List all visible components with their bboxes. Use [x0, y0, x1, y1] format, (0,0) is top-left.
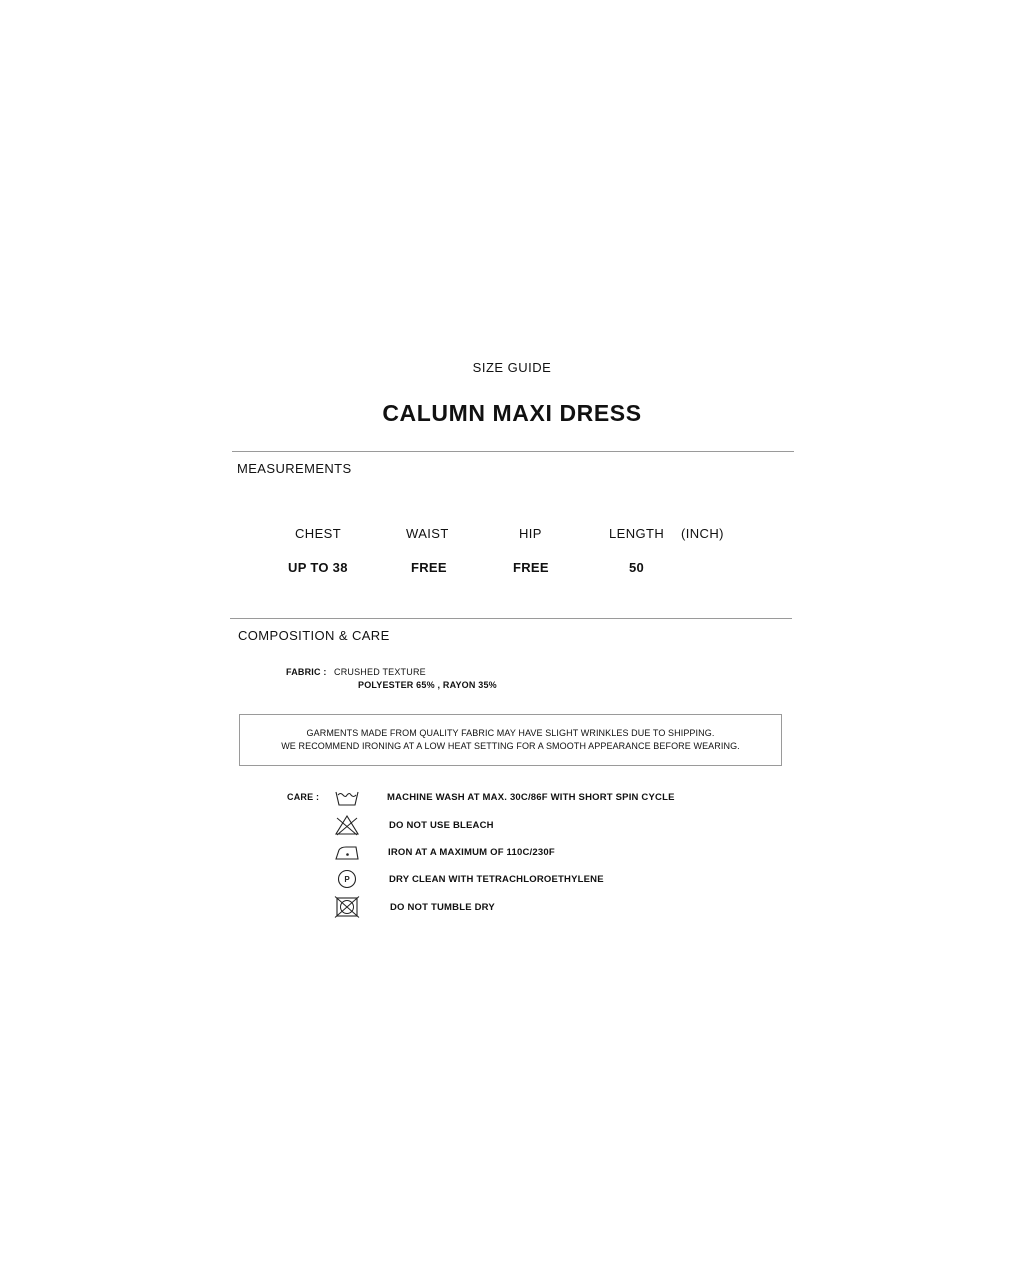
divider	[230, 618, 792, 619]
measurements-heading: MEASUREMENTS	[237, 461, 352, 476]
care-label: CARE :	[287, 792, 320, 802]
composition-heading: COMPOSITION & CARE	[238, 628, 390, 643]
fabric-type: CRUSHED TEXTURE	[334, 667, 426, 677]
chest-header: CHEST	[295, 526, 342, 541]
shipping-notice	[239, 714, 782, 766]
divider	[232, 451, 794, 452]
size-guide-label: SIZE GUIDE	[472, 360, 552, 375]
wash-30-icon	[334, 786, 360, 808]
hip-header: HIP	[519, 526, 542, 541]
care-text: DO NOT TUMBLE DRY	[390, 902, 495, 913]
no-bleach-icon	[334, 814, 360, 836]
no-tumble-dry-icon	[334, 896, 360, 918]
notice-line: GARMENTS MADE FROM QUALITY FABRIC MAY HAVE SLIGHT WRINKLES DUE TO SHIPPING.	[306, 728, 715, 738]
dry-clean-symbol: P	[344, 875, 350, 884]
length-header: LENGTH	[609, 526, 665, 541]
length-value: 50	[629, 560, 645, 575]
notice-line: WE RECOMMEND IRONING AT A LOW HEAT SETTING FOR A SMOOTH APPEARANCE BEFORE WEARING.	[281, 741, 740, 751]
product-title: CALUMN MAXI DRESS	[382, 400, 642, 426]
waist-header: WAIST	[406, 526, 449, 541]
care-text: DRY CLEAN WITH TETRACHLOROETHYLENE	[389, 874, 604, 885]
iron-low-icon	[334, 841, 360, 863]
care-text: DO NOT USE BLEACH	[389, 820, 494, 831]
hip-value: FREE	[513, 560, 549, 575]
chest-value: UP TO 38	[288, 560, 348, 575]
waist-value: FREE	[411, 560, 447, 575]
care-text: IRON AT A MAXIMUM OF 110C/230F	[388, 847, 555, 858]
care-text: MACHINE WASH AT MAX. 30C/86F WITH SHORT SPIN CYCLE	[387, 792, 675, 803]
fabric-content: POLYESTER 65% , RAYON 35%	[358, 680, 497, 690]
unit-label: (INCH)	[681, 526, 724, 541]
fabric-label: FABRIC :	[286, 667, 327, 677]
dry-clean-p-icon	[334, 868, 360, 890]
